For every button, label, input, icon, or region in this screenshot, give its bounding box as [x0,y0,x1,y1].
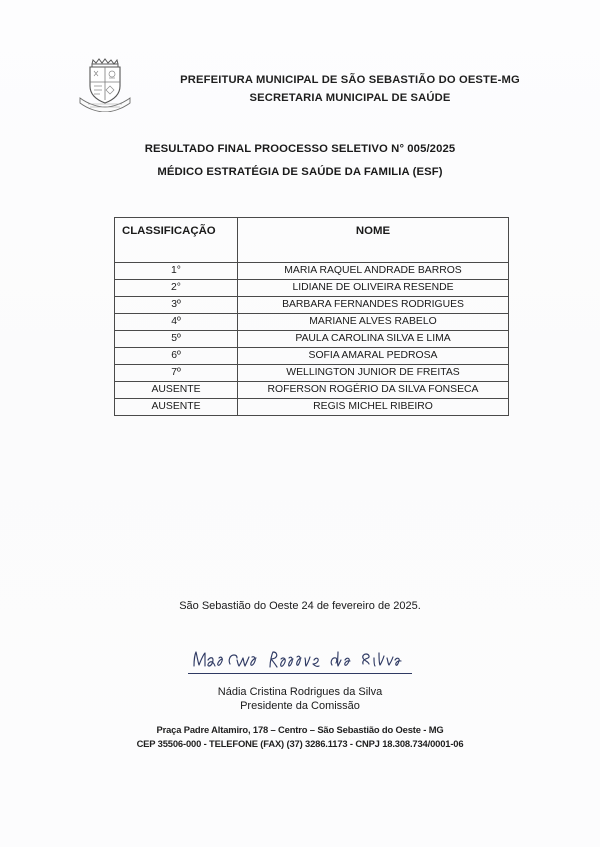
table-row [115,263,509,280]
cell-nome: SOFIA AMARAL PEDROSA [238,348,509,365]
document-date: São Sebastião do Oeste 24 de fevereiro de 2025. [179,600,421,612]
column-header-classificacao: CLASSIFICAÇÃO [115,218,238,263]
table-row [115,331,509,348]
cell-classificacao: AUSENTE [115,382,238,399]
header-text-block [150,74,550,104]
table-row [115,382,509,399]
organization-name-line1: PREFEITURA MUNICIPAL DE SÃO SEBASTIÃO DO OESTE-MG [180,74,520,86]
document-footer [0,724,600,749]
cell-nome: REGIS MICHEL RIBEIRO [238,399,509,416]
signatory-role: Presidente da Comissão [240,700,360,712]
handwritten-signature-icon [188,648,412,672]
cell-classificacao: 4º [115,314,238,331]
cell-nome: BARBARA FERNANDES RODRIGUES [238,297,509,314]
table-row [115,365,509,382]
cell-classificacao: 1° [115,263,238,280]
document-title [0,143,600,178]
organization-name-line2: SECRETARIA MUNICIPAL DE SAÚDE [249,92,451,104]
municipal-coat-of-arms-icon [74,56,136,112]
table-header-row [115,218,509,263]
cell-classificacao: 5º [115,331,238,348]
table-row [115,348,509,365]
results-table [114,217,509,416]
cell-nome: WELLINGTON JUNIOR DE FREITAS [238,365,509,382]
table-body [115,263,509,416]
column-header-nome: NOME [238,218,509,263]
footer-contact: CEP 35506-000 - TELEFONE (FAX) (37) 3286.1173 - CNPJ 18.308.734/0001-06 [136,738,464,749]
footer-address: Praça Padre Altamiro, 178 – Centro – São Sebastião do Oeste - MG [156,724,444,735]
cell-classificacao: 3º [115,297,238,314]
signatory-name: Nádia Cristina Rodrigues da Silva [217,686,383,698]
cell-classificacao: 7º [115,365,238,382]
cell-classificacao: 2° [115,280,238,297]
cell-classificacao: 6º [115,348,238,365]
table-header [115,218,509,263]
cell-classificacao: AUSENTE [115,399,238,416]
title-line-2: MÉDICO ESTRATÉGIA DE SAÚDE DA FAMILIA (ESF) [157,166,443,178]
cell-nome: MARIANE ALVES RABELO [238,314,509,331]
table-row [115,297,509,314]
signature-block [0,648,600,712]
table-row [115,399,509,416]
cell-nome: MARIA RAQUEL ANDRADE BARROS [238,263,509,280]
cell-nome: PAULA CAROLINA SILVA E LIMA [238,331,509,348]
signature-wrapper [188,648,412,676]
title-line-1: RESULTADO FINAL PROOCESSO SELETIVO N° 005/2025 [144,143,456,155]
cell-nome: LIDIANE DE OLIVEIRA RESENDE [238,280,509,297]
table-row [115,280,509,297]
signature-line [188,673,412,674]
cell-nome: ROFERSON ROGÉRIO DA SILVA FONSECA [238,382,509,399]
table-row [115,314,509,331]
